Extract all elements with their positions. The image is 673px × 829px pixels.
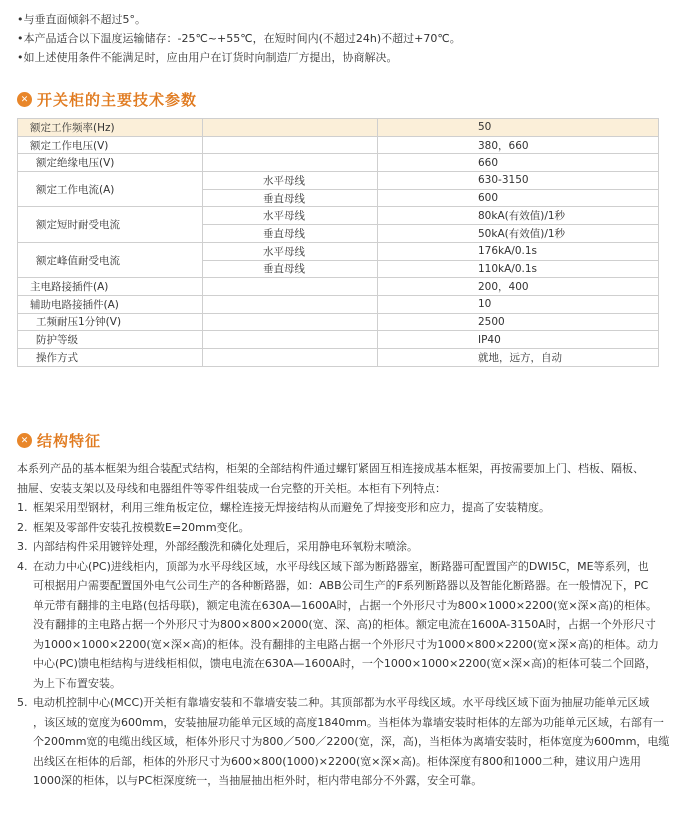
item-line: 电动机控制中心(MCC)开关柜有靠墙安装和不靠墙安装二种。其顶部都为水平母线区域。水平母线区域下面为抽屉功能单元区域 [33,696,650,709]
section-heading-tech-params [17,89,197,110]
note-line: •与垂直面倾斜不超过5°。 [17,13,146,26]
circle-icon: ✕ [17,92,32,107]
table-row [18,172,659,190]
section-title: 结构特征 [37,432,102,450]
param-cell: 操作方式 [18,348,203,366]
sub-cell [203,154,378,172]
spec-table [17,118,659,367]
list-item [17,557,662,694]
value-cell: 600 [378,189,659,207]
value-cell: IP40 [378,331,659,349]
param-cell: 额定工作电压(V) [18,136,203,154]
sub-cell [203,331,378,349]
item-line: 1000深的柜体，以与PC柜深度统一，当抽屉抽出柜外时，柜内带电部分不外露，安全可靠。 [33,774,483,787]
section-title: 开关柜的主要技术参数 [37,91,198,109]
list-item [17,537,662,557]
sub-cell: 垂直母线 [203,260,378,278]
value-cell: 50kA(有效值)/1秒 [378,225,659,243]
list-item [17,498,662,518]
value-cell: 380，660 [378,136,659,154]
item-line: 框架及零部件安装孔按模数E=20mm变化。 [33,520,250,534]
param-cell: 额定绝缘电压(V) [18,154,203,172]
table-row [18,154,659,172]
sub-cell [203,119,378,137]
param-cell: 主电路接插件(A) [18,278,203,296]
value-cell: 10 [378,295,659,313]
sub-cell [203,348,378,366]
value-cell: 630-3150 [378,172,659,190]
item-number: 5. [17,696,28,709]
intro-line: 抽屉、安装支架以及母线和电器组件等零件组装成一台完整的开关柜。本柜有下列特点： [17,481,446,495]
item-number: 2. [17,520,28,534]
value-cell: 2500 [378,313,659,331]
table-row [18,278,659,296]
param-cell: 额定工作频率(Hz) [18,119,203,137]
item-line: 在动力中心(PC)进线柜内，顶部为水平母线区域，水平母线区域下部为断路器室，断路器可配置国产的DWI5C，ME等系列，也 [33,559,649,573]
item-line: 框架采用型钢材，利用三维角板定位，螺栓连接无焊接结构从而避免了焊接变形和应力，提高了安装精度。 [33,501,550,514]
note-line: •如上述使用条件不能满足时，应由用户在订货时向制造厂方提出，协商解决。 [17,51,398,64]
value-cell: 110kA/0.1s [378,260,659,278]
item-line: ，该区域的宽度为600mm，安装抽屉功能单元区域的高度1840mm。当柜体为靠墙安装时柜体的左部为功能单元区域，右部有一 [33,715,664,729]
note-line: •本产品适合以下温度运输储存：-25℃~+55℃，在短时间内(不超过24h)不超过+70℃。 [17,32,461,45]
item-line: 内部结构件采用镀锌处理，外部经酸洗和磷化处理后，采用静电环氧粉末喷涂。 [33,540,418,553]
circle-icon: ✕ [17,433,32,448]
item-line: 可根据用户需要配置国外电气公司生产的各种断路器，如：ABB公司生产的F系列断路器以及智能化断路器。在一般情况下，PC [33,579,649,592]
table-row [18,242,659,260]
structure-body [17,459,670,791]
item-line: 没有翻排的主电路占据一个外形尺寸为800×800×2000(宽、深、高)的柜体。额定电流在1600A-3150A时，占据一个外形尺寸 [33,618,656,631]
item-line: 出线区在柜体的后部，柜体的外形尺寸为600×800(1000)×2200(宽×深×高)。柜体深度有800和1000二种，建议用户选用 [33,754,641,768]
table-row [18,313,659,331]
sub-cell: 垂直母线 [203,225,378,243]
value-cell: 80kA(有效值)/1秒 [378,207,659,225]
sub-cell: 垂直母线 [203,189,378,207]
intro-line: 本系列产品的基本框架为组合装配式结构，柜架的全部结构件通过螺钉紧固互相连接成基本框架，再按需要加上门、档板、隔板、 [17,462,644,475]
item-number: 1. [17,501,28,514]
list-item [17,693,670,791]
item-line: 单元带有翻排的主电路(包括母联)，额定电流在630A—1600A时，占据一个外形尺寸为800×1000×2200(宽×深×高)的柜体。 [33,598,658,612]
value-cell: 176kA/0.1s [378,242,659,260]
table-row [18,136,659,154]
param-cell: 工频耐压1分钟(V) [18,313,203,331]
table-row [18,348,659,366]
table-row [18,207,659,225]
table-row [18,119,659,137]
item-number: 4. [17,559,28,573]
item-line: 中心(PC)馈电柜结构与进线柜相似，馈电电流在630A—1600A时，一个1000×1000×2200(宽×深×高)的柜体可装二个回路， [33,657,657,670]
param-cell: 额定短时耐受电流 [18,207,203,242]
param-cell: 额定峰值耐受电流 [18,242,203,277]
param-cell: 额定工作电流(A) [18,172,203,207]
item-line: 个200mm宽的电缆出线区域，柜体外形尺寸为800／500／2200(宽，深，高)，当柜体为离墙安装时，柜体宽度为600mm，电缆 [33,735,670,748]
value-cell: 200，400 [378,278,659,296]
param-cell: 辅助电路接插件(A) [18,295,203,313]
sub-cell [203,136,378,154]
list-item [17,518,662,538]
sub-cell [203,278,378,296]
sub-cell: 水平母线 [203,207,378,225]
usage-notes [17,10,667,67]
section-heading-structure [17,430,101,451]
sub-cell [203,295,378,313]
value-cell: 就地，远方，自动 [378,348,659,366]
table-row [18,331,659,349]
sub-cell: 水平母线 [203,172,378,190]
item-number: 3. [17,540,28,553]
table-row [18,295,659,313]
param-cell: 防护等级 [18,331,203,349]
item-line: 为1000×1000×2200(宽×深×高)的柜体。没有翻排的主电路占据一个外形尺寸为1000×800×2200(宽×深×高)的柜体。动力 [33,637,659,651]
item-line: 为上下布置安装。 [33,676,121,690]
value-cell: 660 [378,154,659,172]
sub-cell [203,313,378,331]
value-cell: 50 [378,119,659,137]
sub-cell: 水平母线 [203,242,378,260]
